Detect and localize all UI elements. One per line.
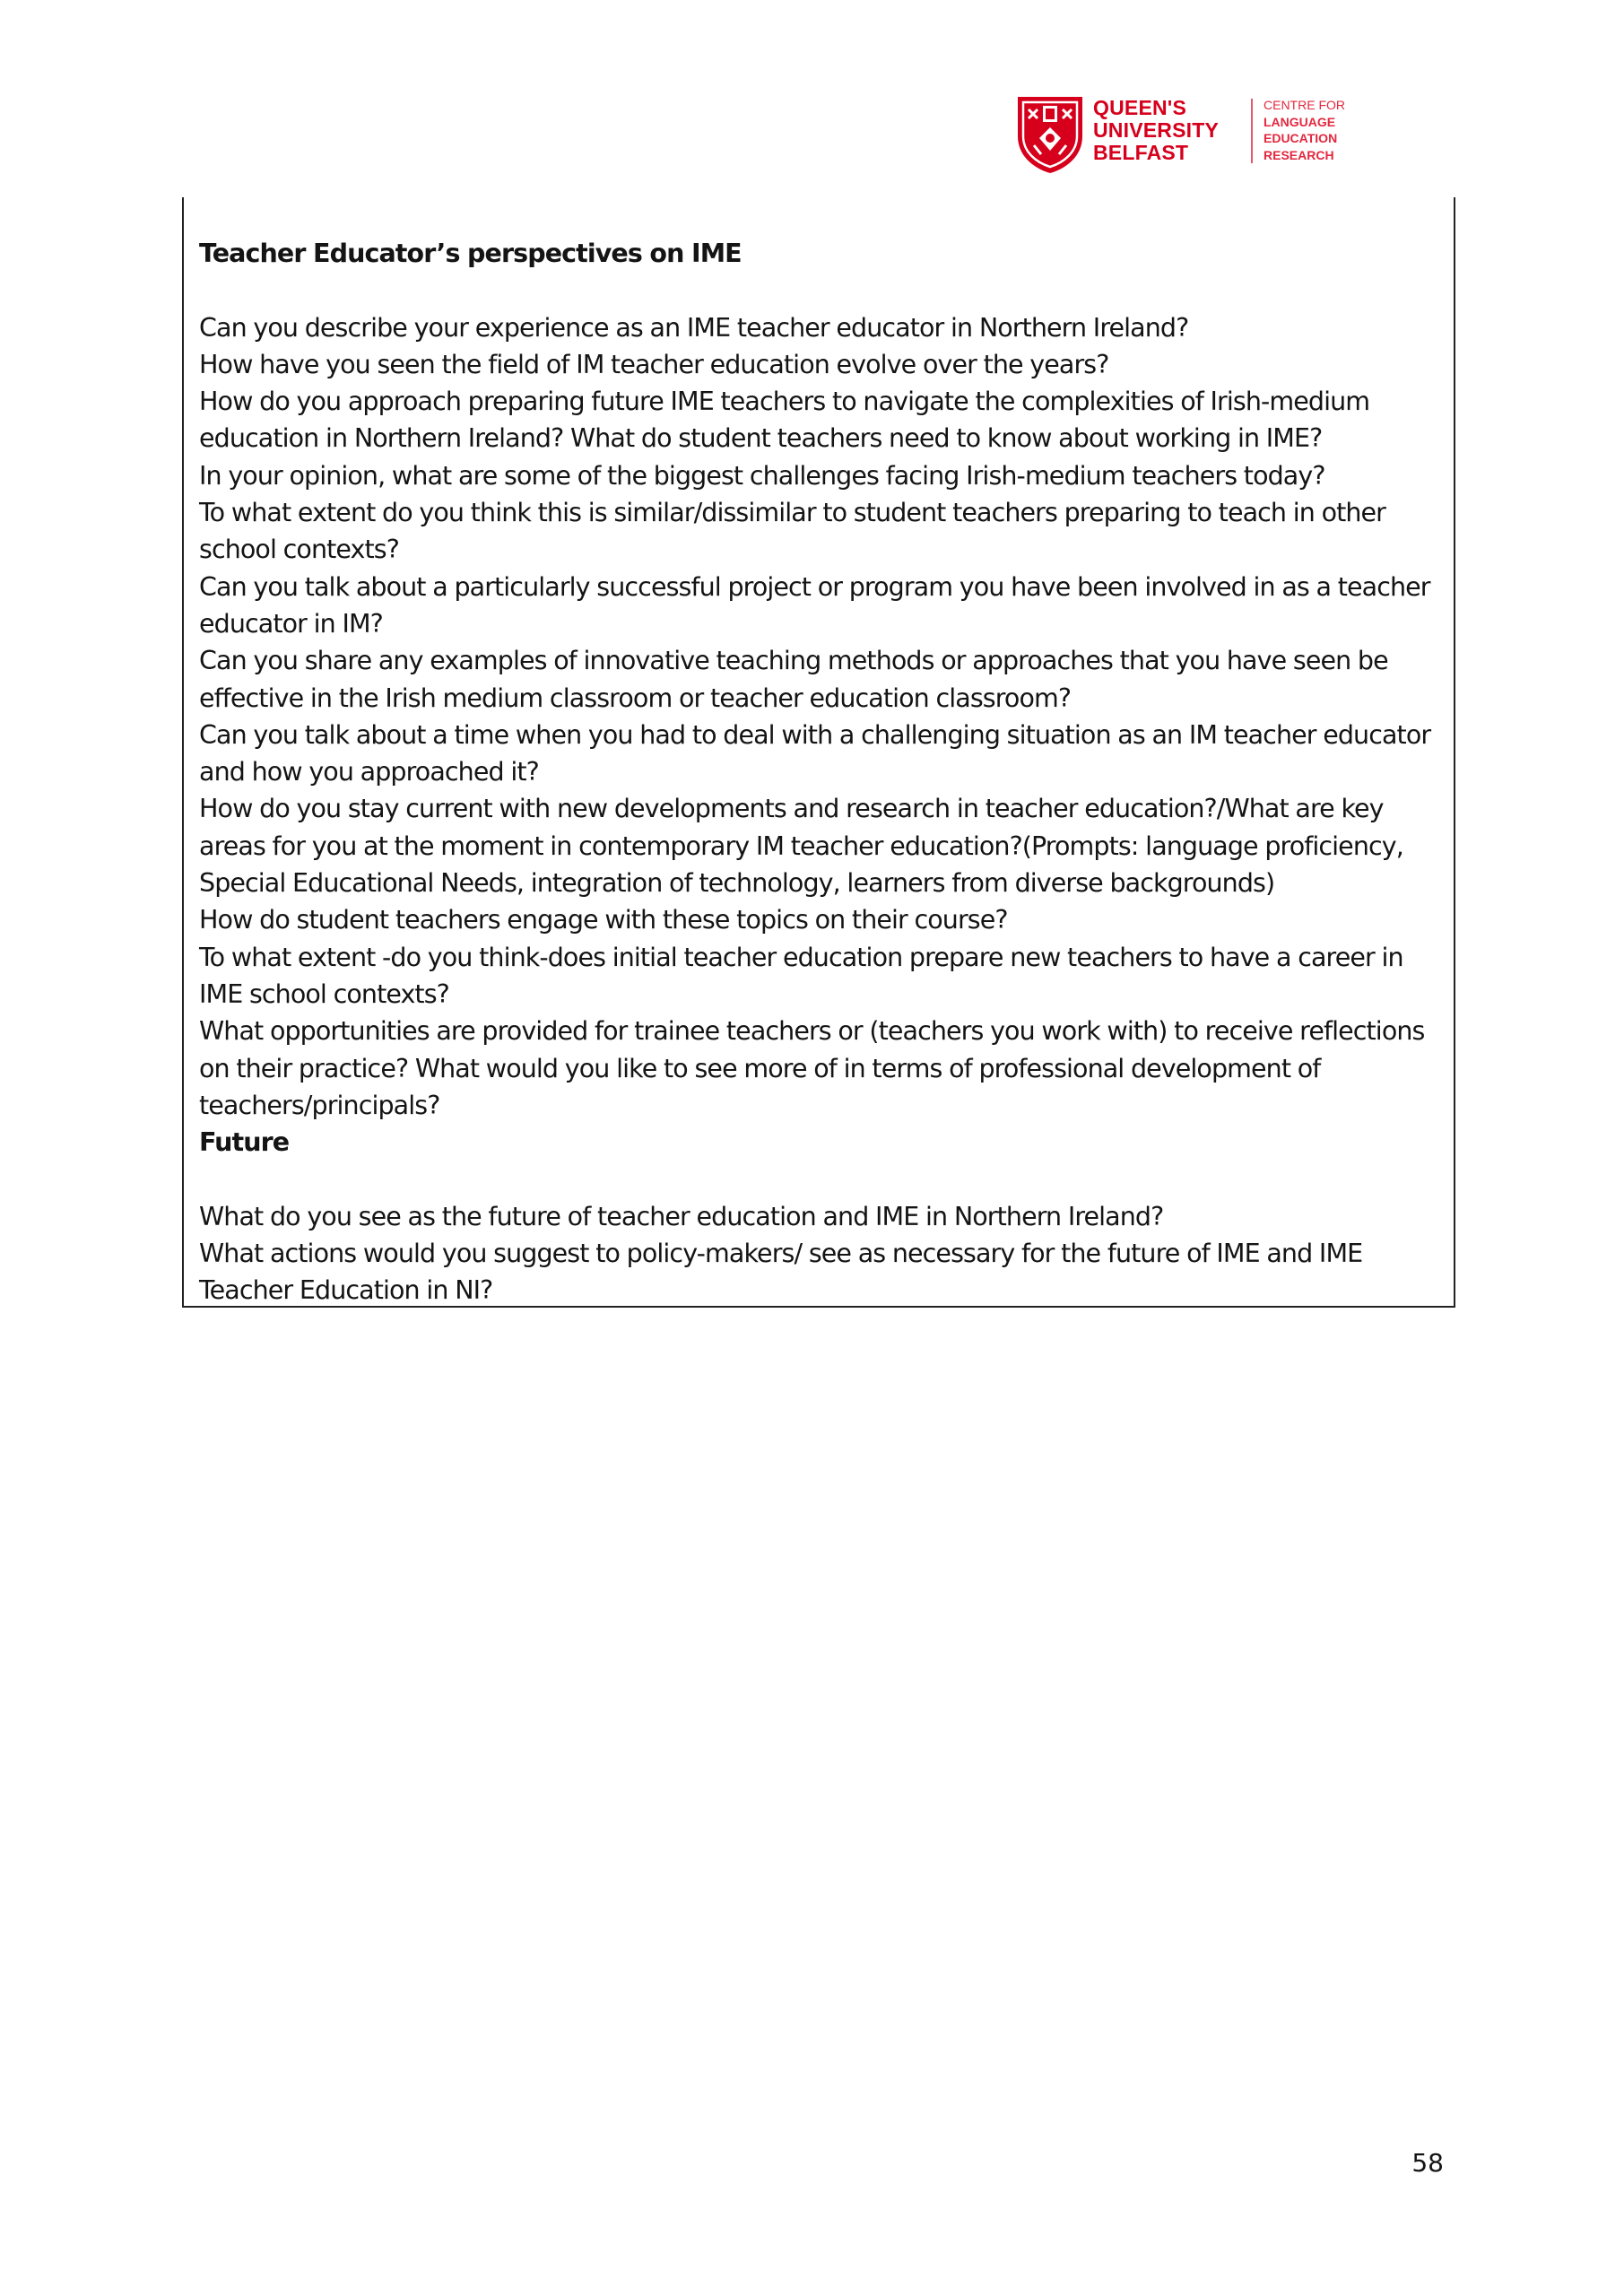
question-item: In your opinion, what are some of the biggest challenges facing Irish-medium teachers today? <box>199 460 1325 491</box>
section-heading-perspectives: Teacher Educator’s perspectives on IME <box>199 239 742 268</box>
question-item: What opportunities are provided for trainee teachers or (teachers you work with) to receive reflections on their practice? What would you like to see more of in terms of professional development of teachers/principals? <box>199 1016 1425 1120</box>
question-item: What actions would you suggest to policy-makers/ see as necessary for the future of IME and IME Teacher Education in NI? <box>199 1239 1363 1306</box>
centre-name-line-4: RESEARCH <box>1264 147 1334 162</box>
logo-divider <box>1251 99 1253 163</box>
centre-name-line-3: EDUCATION <box>1264 131 1338 145</box>
question-item: How do you stay current with new developments and research in teacher education?/What are key areas for you at the moment in contemporary IM teacher education?(Prompts: language proficiency, Special Educational Needs, integration of technology, learners from diverse backgrounds) <box>199 794 1403 899</box>
queens-university-belfast-logo <box>1016 95 1357 174</box>
centre-name <box>1264 97 1362 163</box>
university-name-line-3: BELFAST <box>1093 141 1189 164</box>
blank-line <box>199 272 1450 309</box>
question-item: Can you describe your experience as an IME teacher educator in Northern Ireland? <box>199 312 1189 343</box>
section-heading-future: Future <box>199 1127 290 1158</box>
blank-line <box>199 1161 1450 1197</box>
question-item: How do you approach preparing future IME teachers to navigate the complexities of Irish-medium education in Northern Ireland? What do student teachers need to know about working in IME? <box>199 387 1370 454</box>
university-crest-icon <box>1016 95 1084 174</box>
university-name <box>1093 97 1246 164</box>
interview-questions-box <box>182 197 1455 1308</box>
question-item: Can you talk about a time when you had to deal with a challenging situation as an IM teacher educator and how you approached it? <box>199 719 1431 787</box>
question-item: How do student teachers engage with these topics on their course? <box>199 905 1008 935</box>
centre-name-line-1: CENTRE FOR <box>1264 98 1345 112</box>
page-number: 58 <box>1411 2148 1444 2178</box>
question-item: How have you seen the field of IM teacher education evolve over the years? <box>199 349 1109 379</box>
question-item: Can you share any examples of innovative teaching methods or approaches that you have seen be effective in the Irish medium classroom or teacher education classroom? <box>199 646 1388 713</box>
university-name-line-1: QUEEN'S <box>1093 96 1187 119</box>
centre-name-line-2: LANGUAGE <box>1264 114 1336 129</box>
question-item: What do you see as the future of teacher education and IME in Northern Ireland? <box>199 1201 1164 1231</box>
university-name-line-2: UNIVERSITY <box>1093 118 1220 142</box>
question-item: To what extent do you think this is similar/dissimilar to student teachers preparing to teach in other school contexts? <box>199 498 1386 565</box>
interview-questions-content <box>199 235 1450 1309</box>
question-item: Can you talk about a particularly successful project or program you have been involved in as a teacher educator in IM? <box>199 571 1430 639</box>
question-item: To what extent -do you think-does initial teacher education prepare new teachers to have a career in IME school contexts? <box>199 942 1403 1009</box>
